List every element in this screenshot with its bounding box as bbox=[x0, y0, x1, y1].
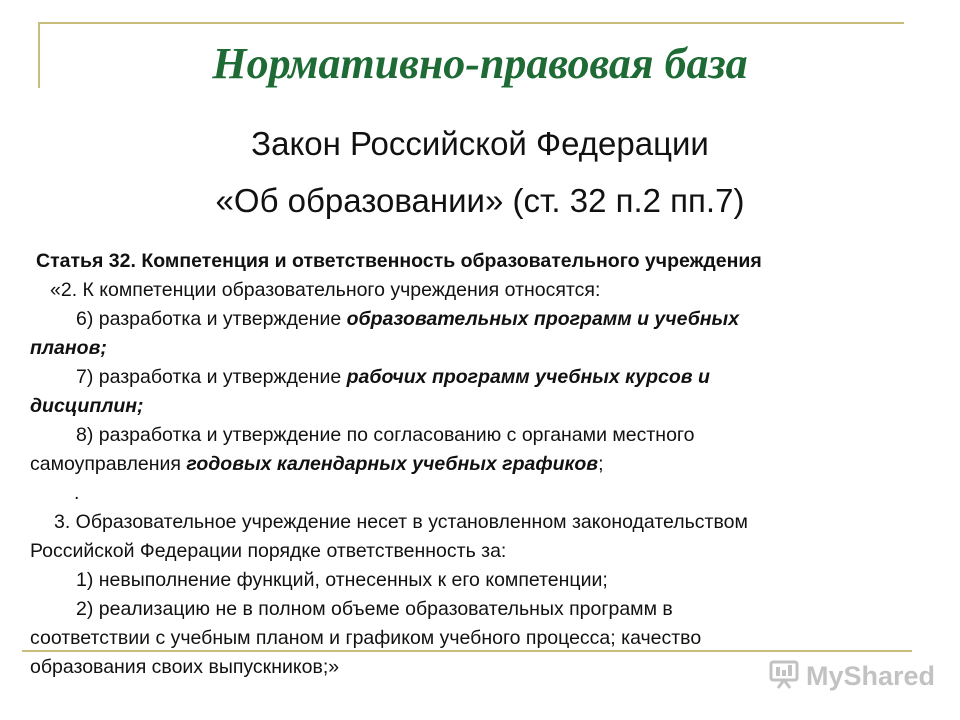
clause-3-item-2-line-1: 2) реализацию не в полном объеме образовательных программ в bbox=[76, 598, 673, 620]
item-6-line-1 bbox=[30, 305, 935, 334]
clause-2-intro: «2. К компетенции образовательного учреждения относятся: bbox=[50, 279, 601, 301]
clause-3-item-2-line-2: соответствии с учебным планом и графиком учебного процесса; качество bbox=[30, 627, 702, 649]
clause-3-line-1: 3. Образовательное учреждение несет в установленном законодательством bbox=[54, 511, 748, 533]
article-heading: Статья 32. Компетенция и ответственность образовательного учреждения bbox=[36, 250, 762, 272]
ellipsis-dot: . bbox=[74, 482, 80, 504]
item-8-end: ; bbox=[598, 453, 604, 475]
clause-3-item-1: 1) невыполнение функций, отнесенных к его компетенции; bbox=[76, 569, 608, 591]
item-8-text: самоуправления bbox=[30, 453, 187, 475]
law-reference: «Об образовании» (ст. 32 п.2 пп.7) bbox=[215, 182, 745, 219]
item-7-line-2: дисциплин; bbox=[30, 395, 144, 417]
item-8-line-1: 8) разработка и утверждение по согласованию с органами местного bbox=[76, 424, 695, 446]
slide-title: Нормативно-правовая база bbox=[212, 39, 748, 88]
item-6-text: 6) разработка и утверждение bbox=[76, 308, 347, 330]
watermark-text: MyShared bbox=[806, 660, 936, 691]
article-text bbox=[30, 247, 935, 682]
frame-top-rule bbox=[38, 22, 904, 24]
law-name: Закон Российской Федерации bbox=[251, 125, 709, 162]
item-6-line-2: планов; bbox=[30, 337, 107, 359]
clause-3-item-2-line-3: образования своих выпускников;» bbox=[30, 656, 340, 678]
item-7-emphasis: рабочих программ учебных курсов и bbox=[346, 366, 710, 388]
item-7-text: 7) разработка и утверждение bbox=[76, 366, 347, 388]
item-8-line-2 bbox=[30, 450, 935, 479]
clause-3-line-2: Российской Федерации порядке ответственность за: bbox=[30, 540, 507, 562]
item-6-emphasis: образовательных программ и учебных bbox=[346, 308, 740, 330]
item-7-line-1 bbox=[30, 363, 935, 392]
presentation-board-icon bbox=[768, 659, 800, 694]
item-8-emphasis: годовых календарных учебных графиков bbox=[186, 453, 599, 475]
watermark bbox=[768, 659, 935, 693]
